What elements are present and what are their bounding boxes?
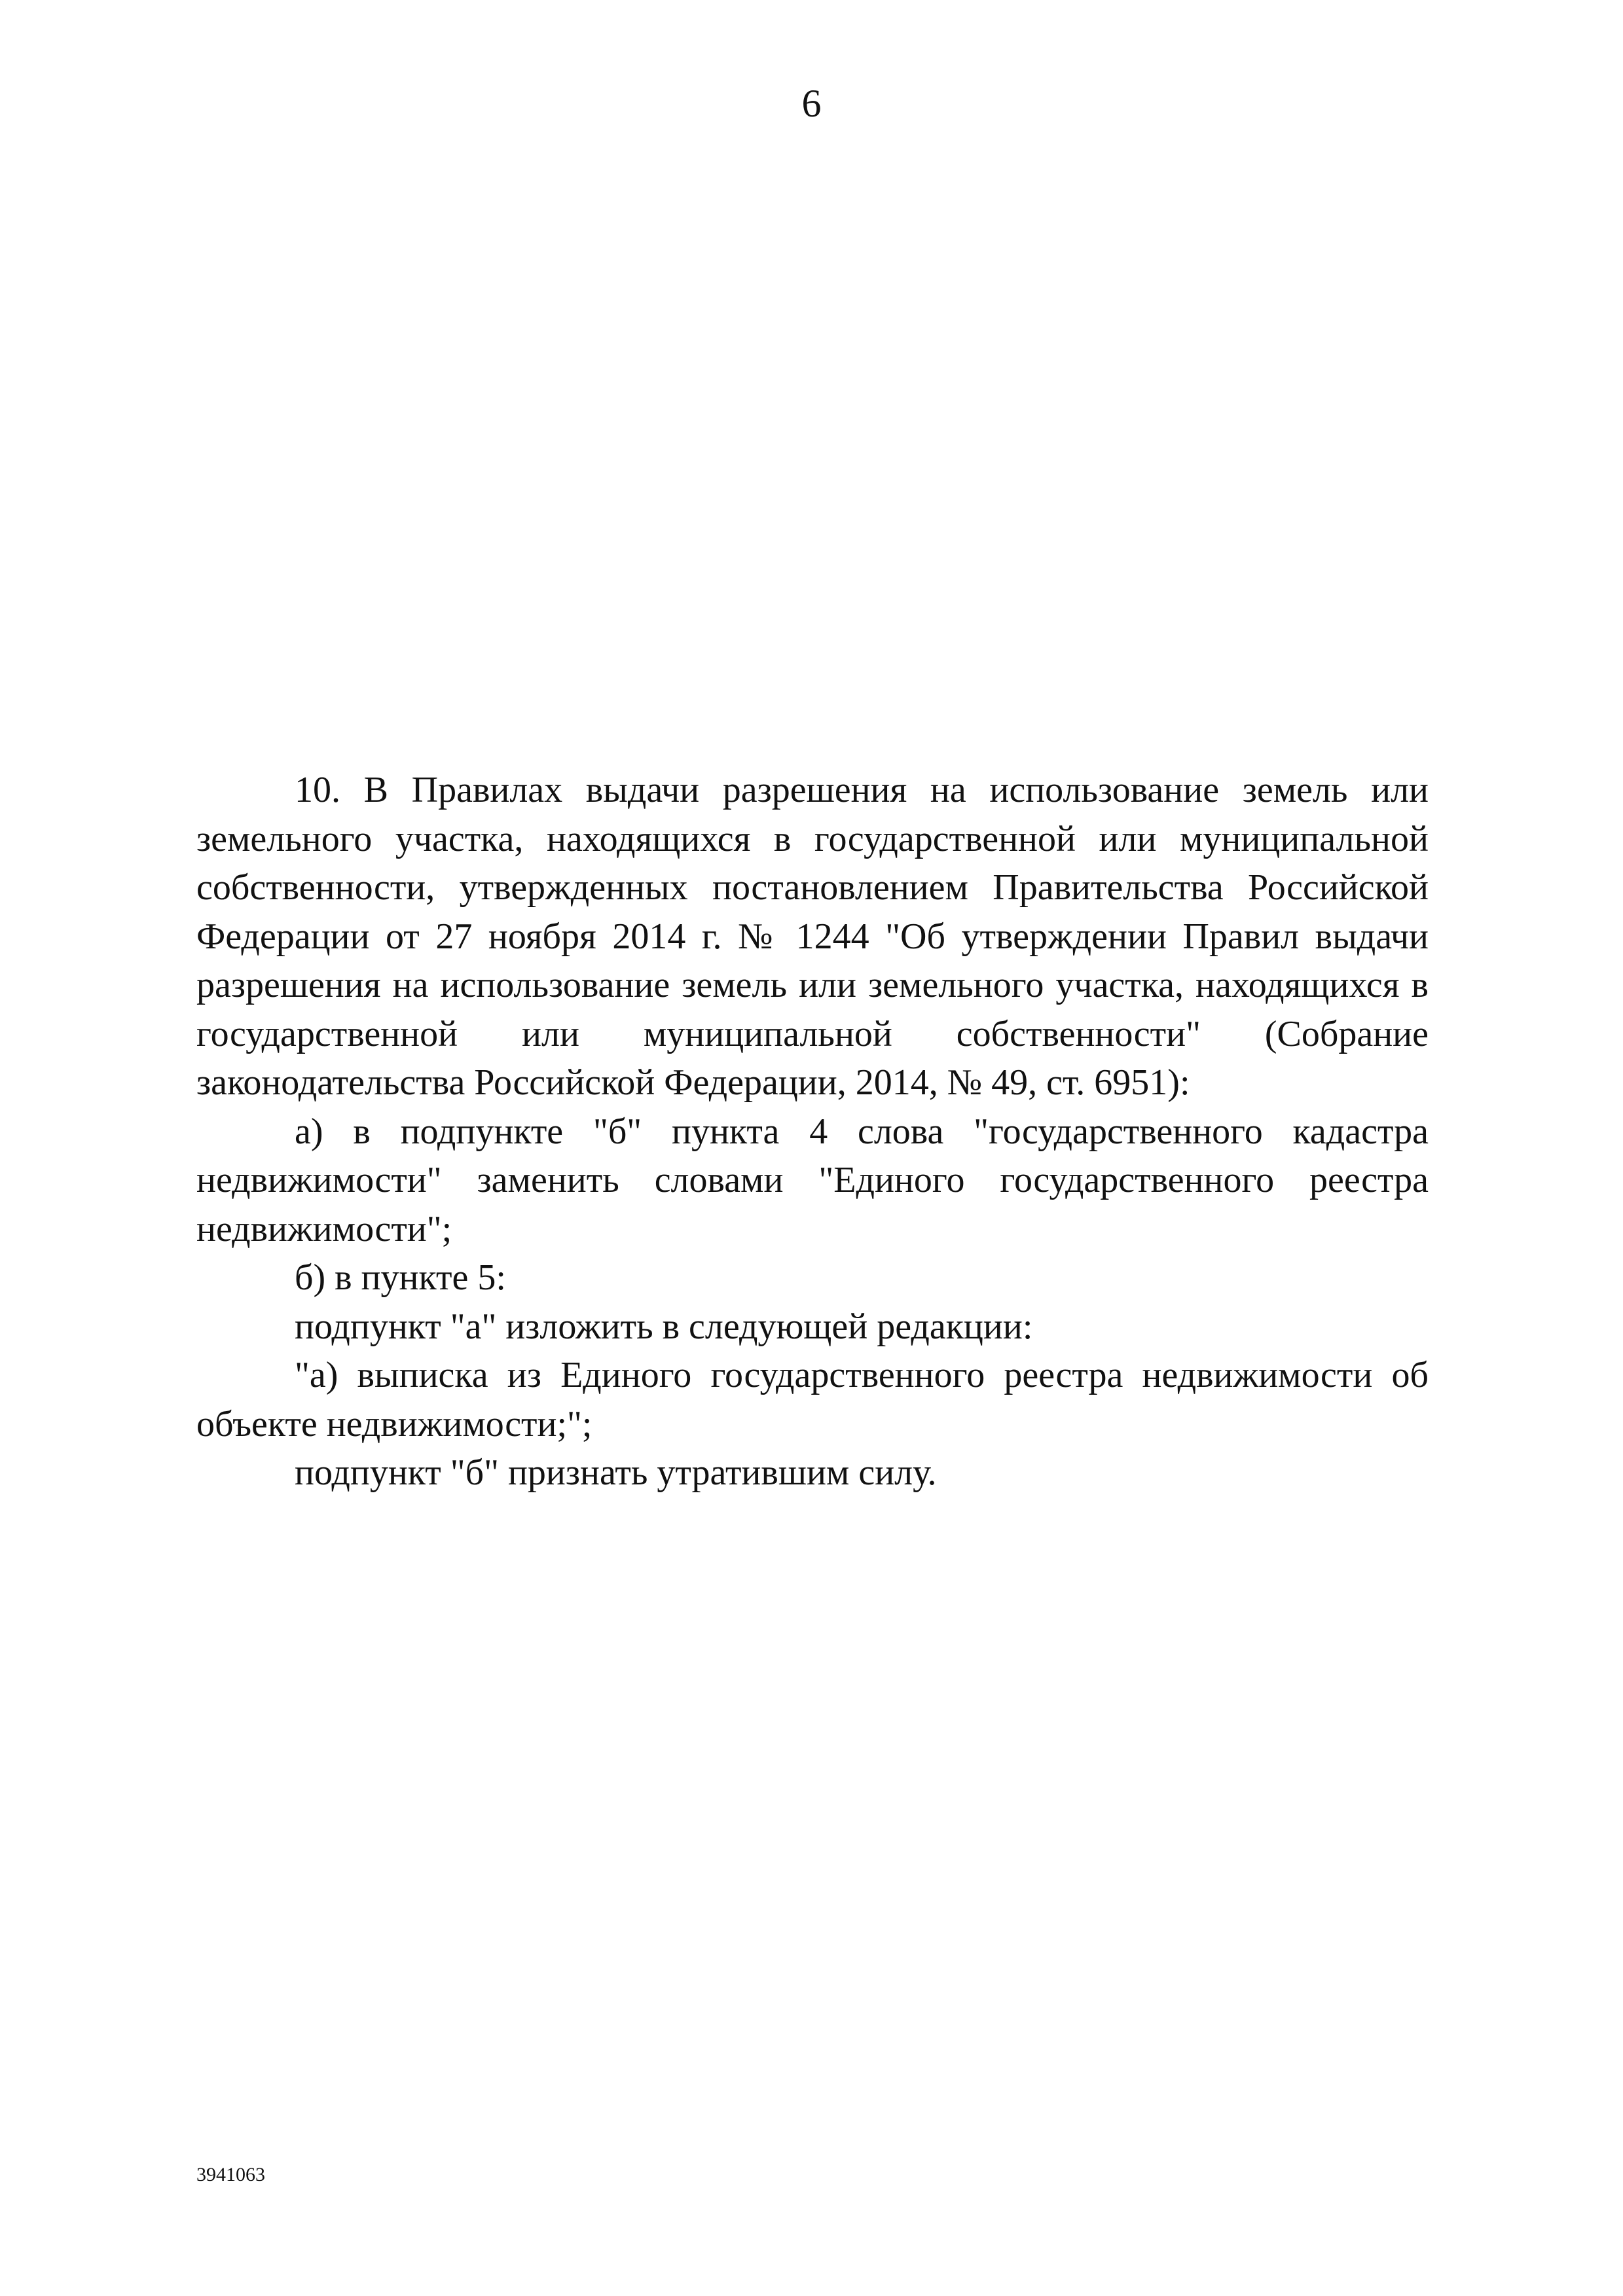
document-body <box>196 766 1429 1498</box>
document-code: 3941063 <box>196 2164 265 2185</box>
subpoint-a-instruction: подпункт "а" изложить в следующей редакции: <box>295 1306 1033 1347</box>
page-number: 6 <box>801 82 822 125</box>
subpoint-a-new-text: "а) выписка из Единого государственного реестра недвижимости об объекте недвижимости;"; <box>196 1355 1429 1444</box>
subpoint-b-repeal: подпункт "б" признать утратившим силу. <box>295 1452 937 1493</box>
subparagraph-a: а) в подпункте "б" пункта 4 слова "государственного кадастра недвижимости" заменить словами "Единого государственного реестра недвижимости"; <box>196 1111 1429 1249</box>
subparagraph-b: б) в пункте 5: <box>295 1257 506 1298</box>
paragraph-item-10: 10. В Правилах выдачи разрешения на использование земель или земельного участка, находящихся в государственной или муниципальной собственности, утвержденных постановлением Правительства Российской Федерации от 27 ноября 2014 г. № 1244 "Об утверждении Правил выдачи разрешения на использование земель или земельного участка, находящихся в государственной или муниципальной собственности" (Собрание законодательства Российской Федерации, 2014, № 49, ст. 6951): <box>196 770 1429 1103</box>
